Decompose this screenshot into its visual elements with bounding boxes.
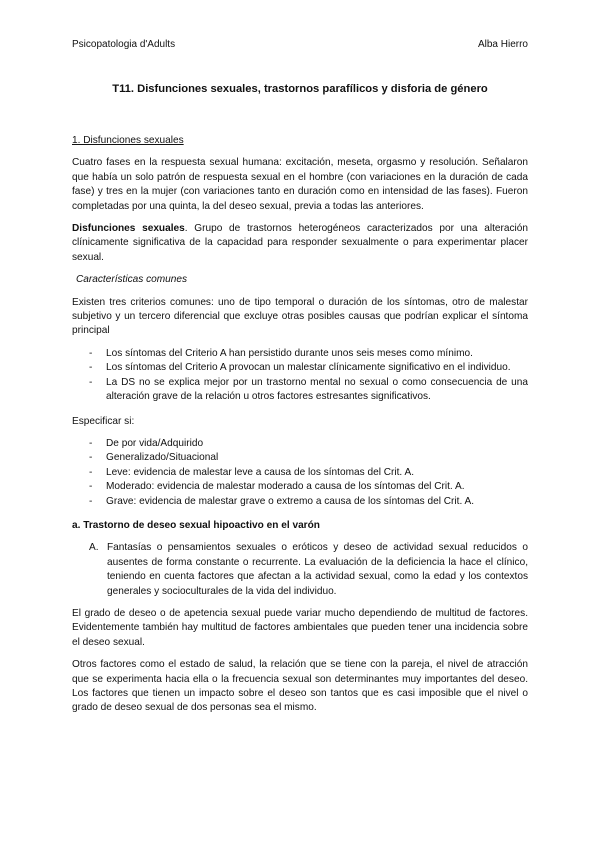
header-author: Alba Hierro xyxy=(477,39,528,50)
subsection-a-heading: a. Trastorno de deseo sexual hipoactivo en el varón xyxy=(72,519,320,531)
header-course: Psicopatologia d'Adults xyxy=(72,39,176,50)
paragraph-desire-factors: Otros factores como el estado de salud, la relación que se tiene con la pareja, el nivel de atracción que se experimenta hacia ella o la frecuencia sexual son determinantes muy importantes del deseo. Los factores que tienen un impacto sobre el deseo son tantos que es casi imposible que el nivel o grado de deseo sexual de dos personas sea el mismo. xyxy=(72,659,528,714)
criteria-list xyxy=(72,347,528,405)
definition-text: . Grupo de trastornos heterogéneos caracterizados por una alteración clínicamente significativa de la capacidad para responder sexualmente o para experimentar placer sexual. xyxy=(72,223,528,263)
list-item: - Los síntomas del Criterio A provocan un malestar clínicamente significativo en el individuo. xyxy=(106,361,528,375)
section-heading: 1. Disfunciones sexuales xyxy=(72,135,184,146)
paragraph-desire-variation: El grado de deseo o de apetencia sexual puede variar mucho dependiendo de multitud de factores. Evidentemente también hay multitud de factores ambientales que pueden tener una incidencia sobre el deseo sexual. xyxy=(72,607,528,648)
lettered-criterion xyxy=(72,541,528,599)
list-item: - La DS no se explica mejor por un trastorno mental no sexual o como consecuencia de una alteración grave de la relación u otros factores estresantes significativos. xyxy=(106,376,528,405)
definition-term: Disfunciones sexuales xyxy=(72,223,185,235)
criterion-letter: A. xyxy=(89,542,99,554)
paragraph-criteria-intro: Existen tres criterios comunes: uno de tipo temporal o duración de los síntomas, otro de malestar subjetivo y un tercero diferencial que excluye otras posibles causas que podrían explicar el síntoma principal xyxy=(72,296,528,337)
list-item: - Los síntomas del Criterio A han persistido durante unos seis meses como mínimo. xyxy=(106,347,528,361)
paragraph-definition xyxy=(72,222,528,265)
list-item: - Grave: evidencia de malestar grave o extremo a causa de los síntomas del Crit. A. xyxy=(106,495,528,509)
list-item: - Moderado: evidencia de malestar moderado a causa de los síntomas del Crit. A. xyxy=(106,480,528,494)
paragraph-phases: Cuatro fases en la respuesta sexual humana: excitación, meseta, orgasmo y resolución. Señalaron que había un solo patrón de respuesta sexual en el hombre (con variaciones en la duración de cada fase) y tres en la mujer (con variaciones tanto en duración como en intensidad de las fases). Fueron completadas por una quinta, la del deseo sexual, previa a todas las anteriores. xyxy=(72,157,528,212)
document-title: T11. Disfunciones sexuales, trastornos parafílicos y disforia de género xyxy=(112,83,488,95)
criterion-text: Fantasías o pensamientos sexuales o eróticos y deseo de actividad sexual reducidos o ausentes de forma constante o recurrente. La evaluación de la deficiencia la hace el clínico, teniendo en cuenta factores que afectan a la actividad sexual, como la edad y los contextos generales y socioculturales de la vida del individuo. xyxy=(107,542,528,597)
subsection-heading: Características comunes xyxy=(76,274,188,286)
list-item: - De por vida/Adquirido xyxy=(106,437,528,451)
list-item: - Generalizado/Situacional xyxy=(106,451,528,465)
paragraph-specify: Especificar si: xyxy=(72,415,135,427)
document-body xyxy=(72,134,528,724)
specifier-list xyxy=(72,437,528,509)
page-header xyxy=(72,38,528,52)
list-item: - Leve: evidencia de malestar leve a causa de los síntomas del Crit. A. xyxy=(106,466,528,480)
